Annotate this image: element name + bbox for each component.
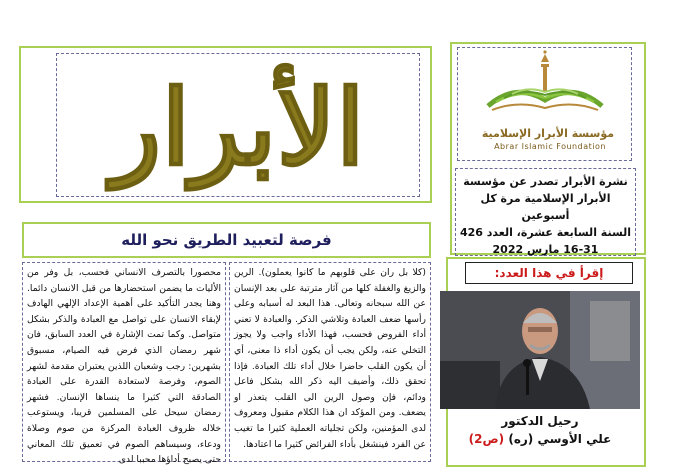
foundation-logo-icon [458,48,633,128]
portrait-image [440,291,640,409]
toc-heading: إقرأ في هذا العدد: [465,262,633,284]
masthead-title-art [60,56,416,194]
feature-photo [440,291,640,409]
article-column-left: محصورا بالتصرف الانساني فحسب، بل وفر من الأليات ما يضمن استحضارها من قبل الانسان دائما. وهنا يجدر التأكيد على أهمية الإعداد الإلهي الهادف لإبقاء الانسان على تواصل مع العبادة والذكر بشكل متواصل. وكما تمت الإشارة في العدد السابق، فان شهر رمضان الذي فرض فيه الصيام، مسبوق بشهرين: رجب وشعبان اللذين يعتبران مقدمة لشهر الصوم، وفرصة لاستعادة القدرة على العبادة الصادقة التي كثيرا ما ينساها الإنسان. فشهر رمضان سيحل على المسلمين قريبا، ويستوعب خلاله ظروف العبادة المركزة من صوم وصلاة ودعاء، وسيساهم الصوم في تعميق تلك المعاني حتى يصبح أداؤها محببا لدى [22,262,226,462]
article-headline: فرصة لتعبيد الطريق نحو الله [22,222,431,258]
feature-caption-line: رحيل الدكتور [501,414,579,428]
issue-info-line: نشرة الأبرار تصدر عن مؤسسة [463,175,628,188]
feature-caption-title [440,430,640,448]
feature-caption-name: علي الأوسي (ره) [508,432,612,446]
feature-caption [440,409,640,457]
article-column-right: (كلا بل ران على قلوبهم ما كانوا يعملون). الرين والزيغ والغفلة كلها من آثار مترتبة على بعد الإنسان عن الله سبحانه وتعالى. هذا البعد له أسبابه وعلى رأسها ضعف العبادة وتلاشي الذكر. والعبادة لا تعني أداء الفروض فحسب، فهذا الأداء واجب ولا يجوز التخلي عنه، ولكن يجب أن يكون أداء ذا معنى، أي أن يكون القلب حاضرا خلال أداء تلك العبادة. فإذا تحقق ذلك، وأضيف اليه ذكر الله بشكل فاعل ودائم، فإن وصول الرين الى القلب يتعذر او يضعف. ومن المؤكد ان هذا الكلام مقبول ومعروف لدى المؤمنين، ولكن تجلياته العملية كثيرا ما تغيب عن الفرد فينشغل بأداء الفرائض كثيرا ما اعتادها. [229,262,431,462]
issue-info-date: 16-31 مارس 2022 [492,243,599,256]
masthead-title: الأبرار [111,66,365,189]
issue-info-line: السنة السابعة عشرة، العدد 426 [459,226,632,239]
issue-info-line: الأبرار الإسلامية مرة كل أسبوعين [480,192,611,222]
issue-info-box [455,168,636,256]
foundation-name-arabic: مؤسسة الأبرار الإسلامية [481,127,615,140]
feature-page-reference: (ص2) [468,432,505,446]
foundation-name-english: Abrar Islamic Foundation [494,142,606,151]
